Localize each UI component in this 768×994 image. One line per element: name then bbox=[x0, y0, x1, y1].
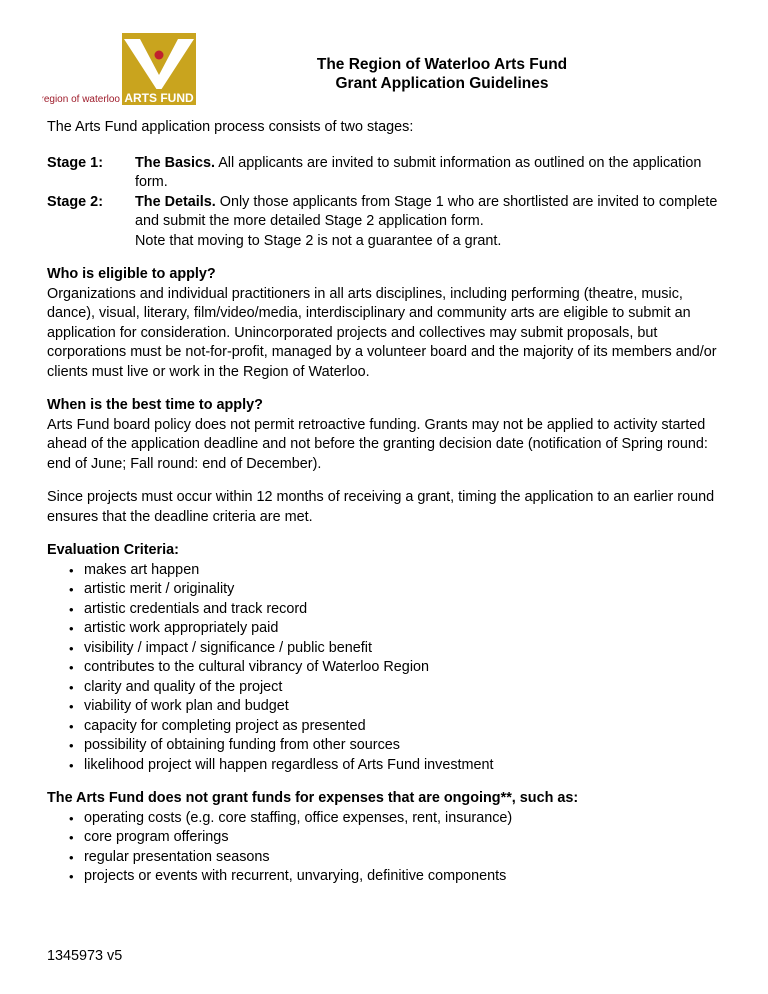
criteria-section bbox=[47, 541, 727, 775]
title-line-1: The Region of Waterloo Arts Fund bbox=[316, 56, 568, 73]
stage-2-note: Note that moving to Stage 2 is not a guarantee of a grant. bbox=[135, 232, 502, 249]
eligibility-section bbox=[47, 265, 727, 382]
intro-paragraph: The Arts Fund application process consists of two stages: bbox=[47, 119, 414, 135]
stage-1-description: All applicants are invited to submit information as outlined on the application form. bbox=[135, 154, 702, 190]
arts-fund-logo bbox=[42, 33, 198, 105]
list-item: • makes art happen bbox=[84, 561, 727, 581]
page-title bbox=[240, 55, 644, 93]
stage-1-row bbox=[47, 154, 727, 193]
list-item: • artistic work appropriately paid bbox=[84, 619, 727, 639]
stage-2-title: The Details. bbox=[135, 193, 216, 210]
title-line-2: Grant Application Guidelines bbox=[335, 75, 549, 92]
criteria-heading: Evaluation Criteria: bbox=[47, 542, 179, 558]
exclusions-list bbox=[47, 809, 727, 887]
timing-heading: When is the best time to apply? bbox=[47, 397, 263, 413]
document-id-footer: 1345973 v5 bbox=[47, 948, 123, 964]
stage-1-title: The Basics. bbox=[135, 154, 215, 171]
document-body bbox=[47, 118, 727, 887]
timing-body-2: Since projects must occur within 12 months of receiving a grant, timing the application to an earlier round ensures that the deadline criteria are met. bbox=[47, 489, 715, 525]
eligibility-heading: Who is eligible to apply? bbox=[47, 266, 216, 282]
list-item: • capacity for completing project as presented bbox=[84, 717, 727, 737]
stage-2-label: Stage 2: bbox=[47, 193, 103, 210]
stage-2-description: Only those applicants from Stage 1 who are shortlisted are invited to complete and submit the more detailed Stage 2 application form. bbox=[135, 193, 718, 229]
timing-body: Arts Fund board policy does not permit retroactive funding. Grants may not be applied to activity started ahead of the application deadline and not before the granting decision date (notification of Spring round: end of June; Fall round: end of December). bbox=[47, 416, 708, 472]
list-item: • artistic credentials and track record bbox=[84, 600, 727, 620]
eligibility-body: Organizations and individual practitioners in all arts disciplines, including performing (theatre, music, dance), visual, literary, film/video/media, interdisciplinary and community arts are eligible to submit an application for consideration. Unincorporated projects and collectives may submit proposals, but corporations must be not-for-profit, managed by a volunteer board and the majority of its members and/or clients must live or work in the Region of Waterloo. bbox=[47, 285, 717, 380]
list-item: • core program offerings bbox=[84, 828, 727, 848]
exclusions-heading: The Arts Fund does not grant funds for expenses that are ongoing**, such as: bbox=[47, 790, 579, 806]
stages-list bbox=[47, 154, 727, 252]
stage-2-text bbox=[135, 193, 727, 252]
list-item: • viability of work plan and budget bbox=[84, 697, 727, 717]
list-item: • artistic merit / originality bbox=[84, 580, 727, 600]
arts-fund-logo-graphic bbox=[42, 33, 198, 105]
criteria-list bbox=[47, 561, 727, 776]
list-item: • regular presentation seasons bbox=[84, 848, 727, 868]
logo-region-text: region of waterloo bbox=[42, 94, 120, 105]
list-item: • visibility / impact / significance / public benefit bbox=[84, 639, 727, 659]
stage-2-row bbox=[47, 193, 727, 252]
list-item: • likelihood project will happen regardless of Arts Fund investment bbox=[84, 756, 727, 776]
list-item: • contributes to the cultural vibrancy of Waterloo Region bbox=[84, 658, 727, 678]
logo-arts-fund-text: ARTS FUND bbox=[124, 91, 194, 105]
stage-1-text bbox=[135, 154, 727, 193]
list-item: • operating costs (e.g. core staffing, office expenses, rent, insurance) bbox=[84, 809, 727, 829]
exclusions-section bbox=[47, 789, 727, 887]
list-item: • clarity and quality of the project bbox=[84, 678, 727, 698]
list-item: • projects or events with recurrent, unvarying, definitive components bbox=[84, 867, 727, 887]
timing-section bbox=[47, 396, 727, 527]
stage-1-label: Stage 1: bbox=[47, 154, 103, 171]
list-item: • possibility of obtaining funding from other sources bbox=[84, 736, 727, 756]
